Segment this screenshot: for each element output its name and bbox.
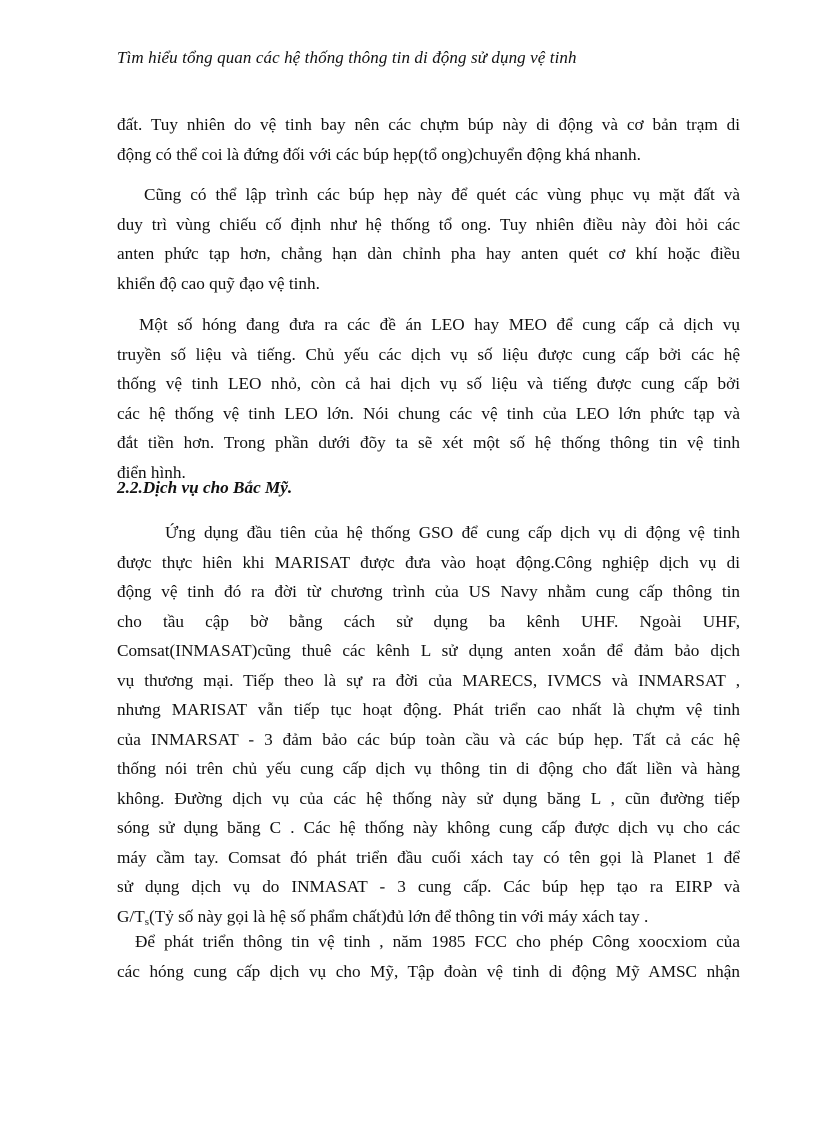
paragraph-5 (117, 927, 740, 986)
text-line: truyền số liệu và tiếng. Chủ yếu các dịch vụ số liệu được cung cấp bởi các hệ (117, 344, 740, 364)
text-fragment: (Tỷ số này gọi là hệ số phẩm chất)đủ lớn để thông tin với máy xách tay . (148, 906, 649, 926)
text-line: được thực hiên khi MARISAT được đưa vào hoạt động.Công nghiệp dịch vụ di (117, 552, 740, 572)
text-line: các hóng cung cấp dịch vụ cho Mỹ, Tập đoàn vệ tinh di động Mỹ AMSC nhận (117, 961, 740, 981)
text-line: thống vệ tinh LEO nhỏ, còn cả hai dịch vụ số liệu và tiếng được cung cấp bởi (117, 374, 740, 393)
text-fragment: G/T (117, 906, 145, 926)
text-line: của INMARSAT - 3 đảm bảo các búp toàn cầu và các búp hẹp. Tất cả các hệ (117, 729, 740, 749)
text-line: đắt tiền hơn. Trong phần dưới đõy ta sẽ xét một số hệ thống thông tin vệ tinh (117, 433, 740, 452)
text-line: thống nói trên chủ yếu cung cấp dịch vụ thông tin di động cho đất liền và hàng (117, 759, 740, 778)
subscript: s (144, 915, 149, 928)
text-line: nhưng MARISAT vẫn tiếp tục hoạt động. Phát triển cao nhất là chựm vệ tinh (117, 700, 740, 719)
text-line: máy cầm tay. Comsat đó phát triển đầu cuối xách tay có tên gọi là Planet 1 để (117, 847, 740, 867)
text-line: các hệ thống vệ tinh LEO lớn. Nói chung các vệ tinh của LEO lớn phức tạp và (117, 403, 740, 423)
text-line: Ứng dụng đầu tiên của hệ thống GSO để cung cấp dịch vụ di động vệ tinh (165, 523, 740, 542)
text-line: động có thể coi là đứng đối với các búp hẹp(tổ ong)chuyển động khá nhanh. (117, 144, 641, 164)
text-line: Cũng có thể lập trình các búp hẹp này để quét các vùng phục vụ mặt đất và (144, 185, 740, 204)
text-line: điển hình. (117, 462, 186, 482)
paragraph-1 (117, 110, 740, 169)
paragraph-3 (117, 310, 740, 487)
text-line: vụ thương mại. Tiếp theo là sự ra đời của MARECS, IVMCS và INMARSAT , (117, 670, 740, 690)
text-line: anten phức tạp hơn, chẳng hạn dàn chỉnh pha hay anten quét cơ khí hoặc điều (117, 244, 740, 263)
text-line: sử dụng dịch vụ do INMASAT - 3 cung cấp. Các búp hẹp tạo ra EIRP và (117, 877, 740, 896)
paragraph-4 (117, 518, 740, 931)
paragraph-2 (117, 180, 740, 298)
text-line: sóng sử dụng băng C . Các hệ thống này không cung cấp được dịch vụ cho các (117, 818, 740, 837)
running-header: Tìm hiểu tổng quan các hệ thống thông tin di động sử dụng vệ tinh (117, 48, 577, 67)
text-line: động vệ tinh đó ra đời từ chương trình của US Navy nhằm cung cấp thông tin (117, 582, 740, 601)
section-heading: 2.2.Dịch vụ cho Bắc Mỹ. (117, 478, 293, 497)
text-line: duy trì vùng chiếu cố định như hệ thống tổ ong. Tuy nhiên điều này đòi hỏi các (117, 214, 740, 234)
text-line: không. Đường dịch vụ của các hệ thống này sử dụng băng L , cũn đường tiếp (117, 788, 740, 808)
text-line: cho tầu cập bờ bằng cách sử dụng ba kênh UHF. Ngoài UHF, (117, 611, 740, 631)
text-line: Để phát triển thông tin vệ tinh , năm 1985 FCC cho phép Công xoocxiom của (135, 932, 740, 951)
text-line: khiển độ cao quỹ đạo vệ tinh. (117, 273, 320, 293)
text-line: đất. Tuy nhiên do vệ tinh bay nên các chựm búp này di động và cơ bản trạm di (117, 115, 740, 134)
text-line: Comsat(INMASAT)cũng thuê các kênh L sử dụng anten xoắn để đảm bảo dịch (117, 641, 740, 660)
text-line: Một số hóng đang đưa ra các đề án LEO hay MEO để cung cấp cả dịch vụ (139, 315, 740, 334)
